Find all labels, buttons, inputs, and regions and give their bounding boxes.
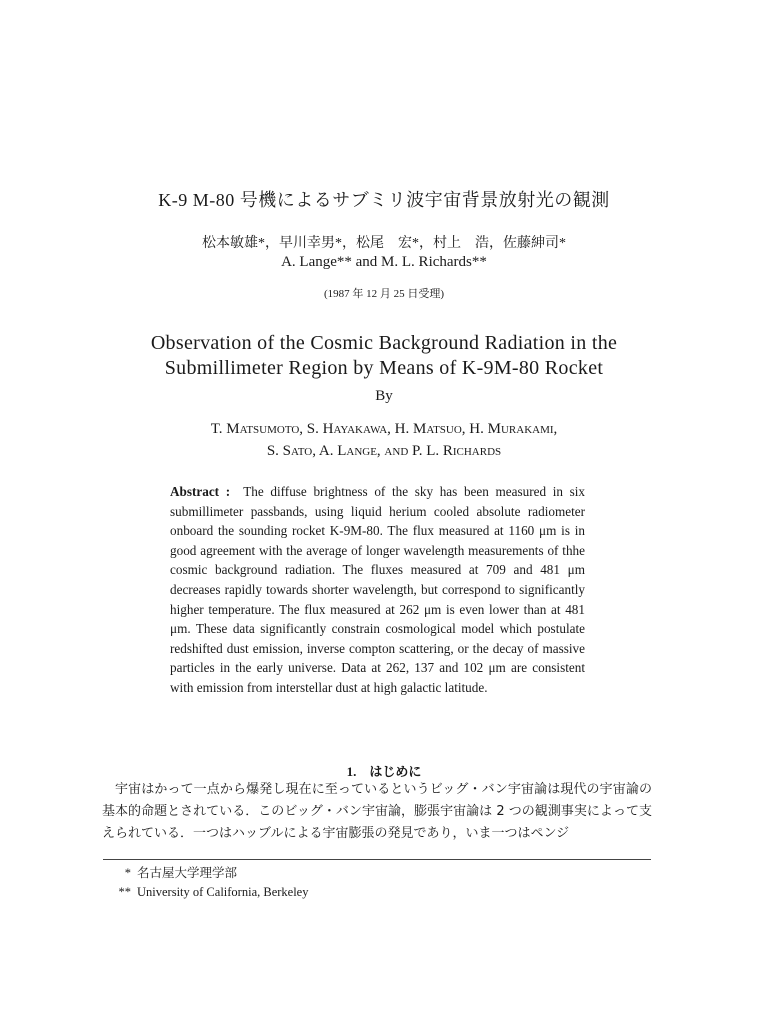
english-title-line-2: Submillimeter Region by Means of K-9M-80 Rocket bbox=[164, 357, 604, 379]
by-label: By bbox=[375, 388, 393, 404]
abstract bbox=[170, 482, 585, 698]
english-title-line-1: Observation of the Cosmic Background Radiation in the bbox=[150, 332, 618, 354]
footnote-text: 名古屋大学理学部 bbox=[137, 866, 238, 880]
footnote-2 bbox=[105, 883, 308, 902]
abstract-label: Abstract : bbox=[170, 484, 231, 499]
footnote-text: University of California, Berkeley bbox=[137, 885, 309, 899]
japanese-authors: 松本敏雄*，早川幸男*，松尾 宏*，村上 浩，佐藤紳司* bbox=[202, 236, 566, 251]
japanese-title: K-9 M-80 号機によるサブミリ波宇宙背景放射光の観測 bbox=[158, 190, 610, 210]
footnote-mark: ** bbox=[118, 885, 131, 899]
english-authors-line-2: S. Sato, A. Lange, and P. L. Richards bbox=[266, 443, 502, 459]
intro-paragraph bbox=[102, 779, 652, 845]
footnotes bbox=[105, 864, 308, 902]
section-heading: 1. はじめに bbox=[346, 764, 422, 779]
english-authors bbox=[0, 418, 768, 462]
abstract-text: The diffuse brightness of the sky has been measured in six submillimeter passbands, using liquid herium cooled absolute radiometer onboard the sounding rocket K-9M-80. The flux measured at 1160 μm is in good agreement with the average of longer wavelength measurements of thhe cosmic background radiation. The fluxes measured at 709 and 481 μm decreases rapidly towards shorter wavelength, but correspond to significantly higher temperature. The flux measured at 262 μm is even lower than at 481 μm. These data significantly constrain cosmological model which postulate redshifted dust emission, inverse compton scattering, or the decay of massive particles in the early universe. Data at 262, 137 and 102 μm are consistent with emission from interstellar dust at high galactic latitude. bbox=[170, 484, 586, 695]
english-authors-line-1: T. Matsumoto, S. Hayakawa, H. Matsuo, H. Murakami, bbox=[210, 421, 558, 437]
coauthors-line: A. Lange** and M. L. Richards** bbox=[281, 254, 487, 270]
footnote-mark: * bbox=[124, 866, 131, 880]
footnote-1 bbox=[105, 864, 308, 883]
footnote-divider bbox=[103, 859, 651, 860]
intro-text: 宇宙はかって一点から爆発し現在に至っているというビッグ・バン宇宙論は現代の宇宙論の基本的命題とされている．このビッグ・バン宇宙論，膨張宇宙論は 2 つの観測事実によって支えられている．一つはハッブルによる宇宙膨張の発見であり，いま一つはペンジ bbox=[102, 782, 652, 841]
english-title bbox=[0, 331, 768, 381]
received-date: (1987 年 12 月 25 日受理) bbox=[323, 288, 445, 300]
